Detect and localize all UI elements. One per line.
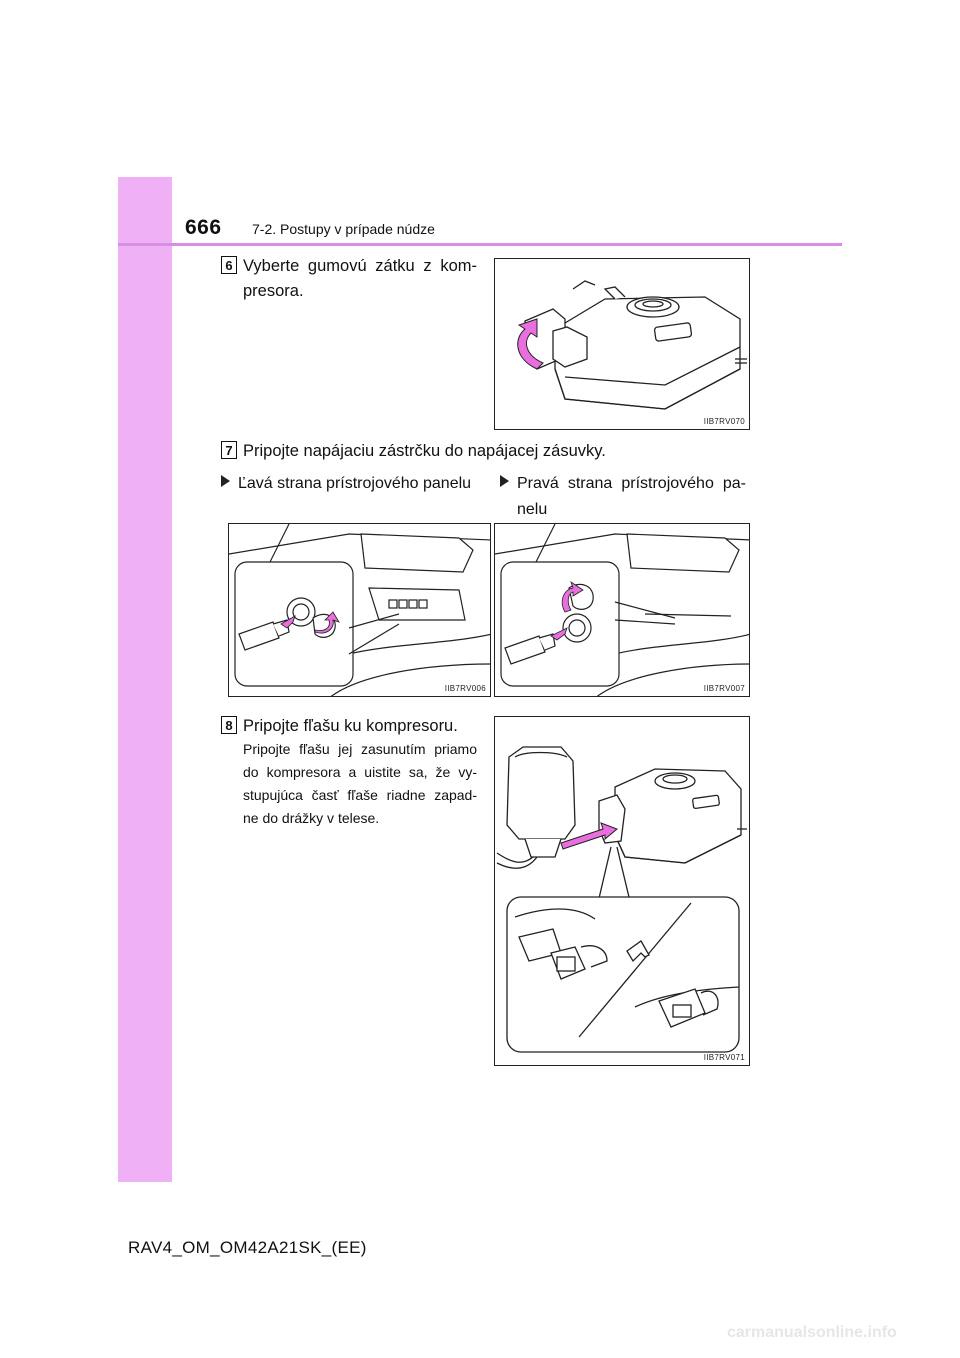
figure-right-socket [494,523,750,697]
right-socket-illustration [495,524,750,697]
right-side-label-line1: Pravá strana prístrojového pa- [517,475,746,492]
figure-code-070: IIB7RV070 [703,417,745,426]
figure-bottle-to-compressor [494,716,750,1066]
left-side-label: Ľavá strana prístrojového panelu [238,475,472,492]
step-8-detail-line1: Pripojte fľašu jej zasunutím priamo [243,741,477,757]
left-socket-illustration [229,524,491,697]
header-rule [118,243,842,246]
step-6-text-line1: Vyberte gumovú zátku z kom- [243,257,477,275]
step-8-detail-line2: do kompresora a uistite sa, že vy- [243,764,477,780]
footer-doc-code: RAV4_OM_OM42A21SK_(EE) [128,1238,367,1257]
step-badge-6: 6 [221,256,237,274]
figure-code-007: IIB7RV007 [703,684,745,693]
watermark: carmanualsonline.info [727,1324,897,1341]
bullet-left-side [221,471,471,497]
compressor-illustration [495,259,750,430]
figure-left-socket [228,523,491,697]
bottle-compressor-illustration [495,717,750,1066]
step-8-text: Pripojte fľašu ku kompresoru. [243,717,458,735]
step-8-detail-line4: ne do drážky v telese. [243,810,380,826]
triangle-bullet-icon [500,475,509,487]
step-7-text: Pripojte napájaciu zástrčku do napájacej zásuvky. [243,442,606,460]
bullet-right-side [500,471,746,523]
figure-compressor-cap [494,258,750,430]
page-number: 666 [185,216,222,239]
figure-code-071: IIB7RV071 [703,1053,745,1062]
section-title: 7-2. Postupy v prípade núdze [252,221,435,237]
step-8-detail-line3: stupujúca časť fľaše riadne zapad- [243,787,477,803]
sidebar-tab [118,177,172,1182]
right-side-label-line2: nelu [517,501,548,518]
triangle-bullet-icon [221,475,230,487]
figure-code-006: IIB7RV006 [444,684,486,693]
step-badge-7: 7 [221,441,237,459]
step-6-text-line2: presora. [243,282,304,300]
step-badge-8: 8 [221,716,237,734]
